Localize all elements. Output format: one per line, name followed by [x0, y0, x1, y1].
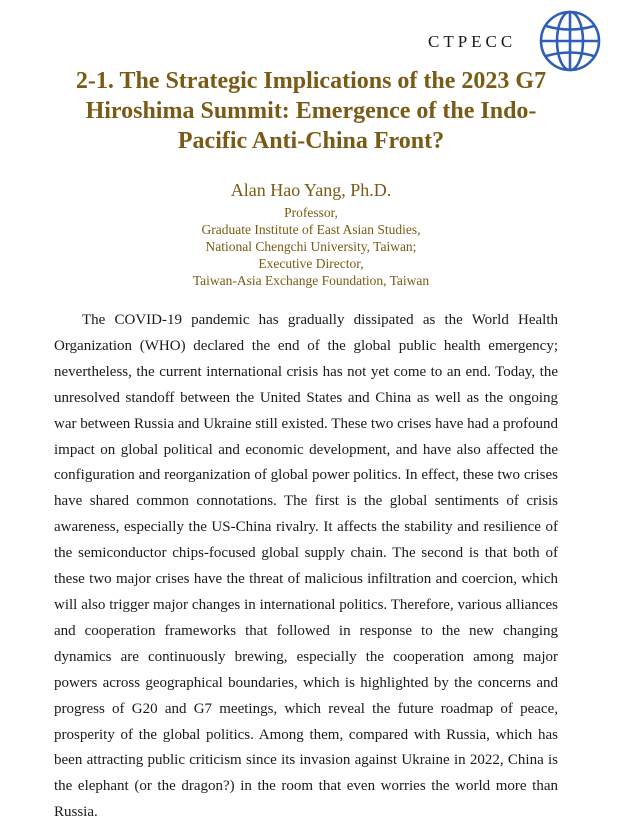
affiliation-line: Graduate Institute of East Asian Studies,: [201, 222, 421, 237]
author-name: Alan Hao Yang, Ph.D.: [230, 180, 392, 200]
author-block: [100, 178, 522, 289]
brand-name: CTPECC: [428, 32, 517, 51]
affiliation-line: Taiwan-Asia Exchange Foundation, Taiwan: [192, 273, 430, 288]
title-line: Pacific Anti-China Front?: [177, 128, 445, 154]
body-paragraph: The COVID-19 pandemic has gradually dissipated as the World Health Organization (WHO) declared the end of the global public health emergency; nevertheless, the current international crisis has not yet come to an end. Today, the unresolved standoff between the United States and China as well as the ongoing war between Russia and Ukraine still existed. These two crises have had a profound impact on global political and economic development, and have also affected the configuration and reorganization of global power politics. In effect, these two crises have shared common connotations. The first is the global sentiments of crisis awareness, especially the US-China rivalry. It affects the stability and resilience of the semiconductor chips-focused global supply chain. The second is that both of these two major crises have the threat of malicious infiltration and coercion, which will also trigger major changes in international politics. Therefore, various alliances and cooperation frameworks that followed in response to the new changing dynamics are continuously brewing, especially the cooperation among major powers across geographical boundaries, which is highlighted by the concerns and progress of G20 and G7 meetings, which reveal the future roadmap of peace, prosperity of the global politics. Among them, compared with Russia, which has been attracting public criticism since its invasion against Ukraine in 2022, China is the elephant (or the dragon?) in the room that even worries the world more than Russia.: [54, 312, 558, 821]
article-title: [30, 66, 592, 156]
title-line: Hiroshima Summit: Emergence of the Indo-: [85, 98, 537, 124]
affiliation-line: National Chengchi University, Taiwan;: [205, 239, 417, 254]
globe-icon: [538, 9, 602, 73]
affiliation-line: Professor,: [284, 205, 338, 220]
title-line: 2-1. The Strategic Implications of the 2023 G7: [75, 68, 547, 94]
affiliation-line: Executive Director,: [258, 256, 364, 271]
